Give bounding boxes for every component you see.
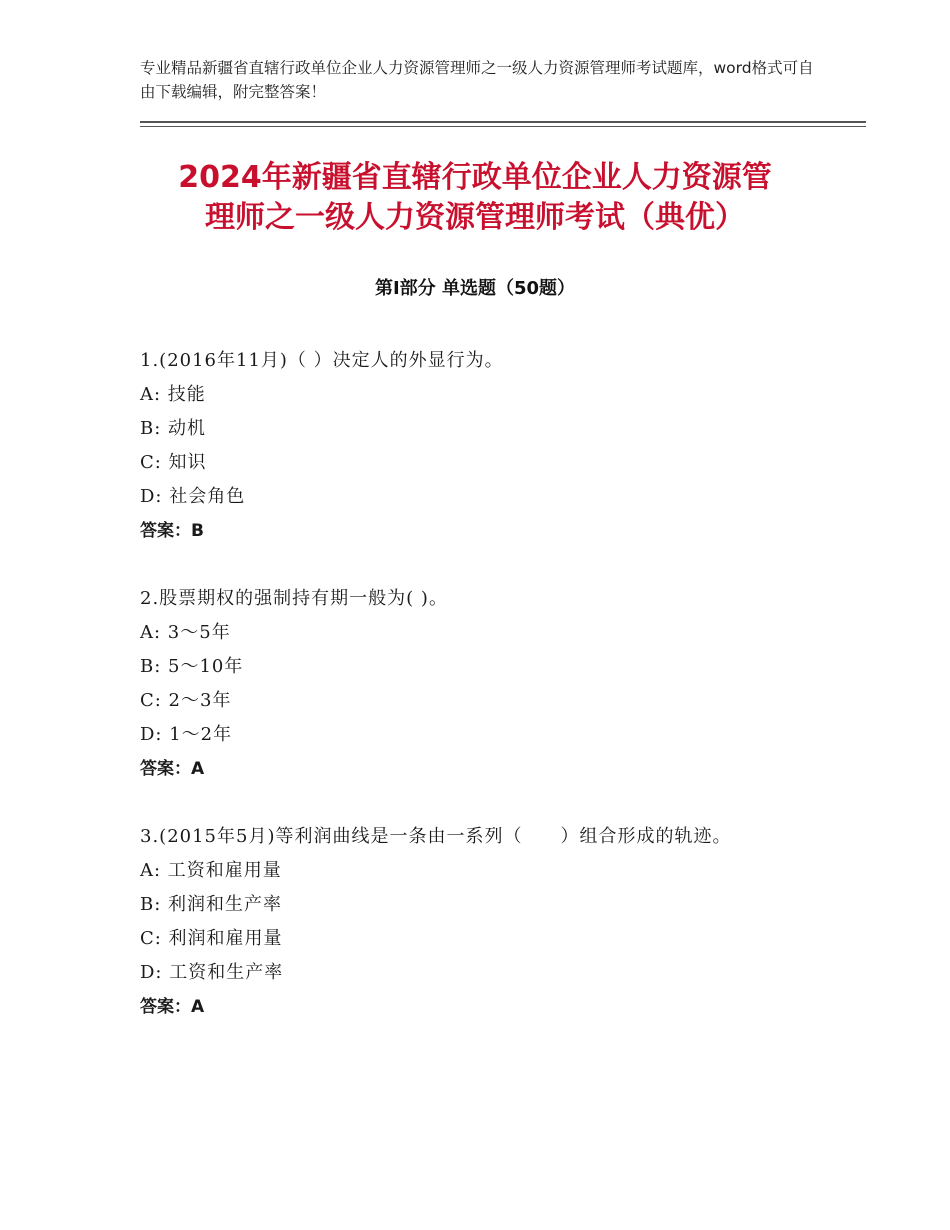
document-title — [100, 158, 850, 238]
question-option-a: A: 技能 — [140, 384, 206, 405]
question-option-c: C: 利润和雇用量 — [140, 928, 283, 949]
question-answer: 答案：B — [140, 521, 204, 541]
question-stem: 2.股票期权的强制持有期一般为( )。 — [140, 588, 448, 609]
question-option-c: C: 知识 — [140, 452, 207, 473]
question-stem: 1.(2016年11月)（ ）决定人的外显行为。 — [140, 350, 504, 371]
question-option-a: A: 3～5年 — [140, 622, 231, 643]
question-option-d: D: 社会角色 — [140, 486, 246, 507]
question-list — [140, 344, 820, 1058]
question-item — [140, 820, 820, 1024]
title-line-1: 2024年新疆省直辖行政单位企业人力资源管 — [178, 160, 772, 195]
question-option-d: D: 1～2年 — [140, 724, 233, 745]
question-option-d: D: 工资和生产率 — [140, 962, 284, 983]
question-option-a: A: 工资和雇用量 — [140, 860, 282, 881]
header-divider-thick — [140, 121, 866, 123]
question-option-b: B: 利润和生产率 — [140, 894, 283, 915]
question-item — [140, 582, 820, 786]
question-answer: 答案：A — [140, 759, 205, 779]
question-option-b: B: 动机 — [140, 418, 207, 439]
question-item — [140, 344, 820, 548]
header-divider-thin — [140, 126, 866, 127]
section-title: 第Ⅰ部分 单选题（50题） — [374, 278, 575, 299]
question-option-c: C: 2～3年 — [140, 690, 232, 711]
header-note: 专业精品新疆省直辖行政单位企业人力资源管理师之一级人力资源管理师考试题库，word格式可自由下载编辑，附完整答案！ — [140, 59, 814, 101]
question-answer: 答案：A — [140, 997, 205, 1017]
title-line-2: 理师之一级人力资源管理师考试（典优） — [205, 200, 745, 235]
question-stem: 3.(2015年5月)等利润曲线是一条由一系列（ ）组合形成的轨迹。 — [140, 826, 732, 847]
question-option-b: B: 5～10年 — [140, 656, 244, 677]
